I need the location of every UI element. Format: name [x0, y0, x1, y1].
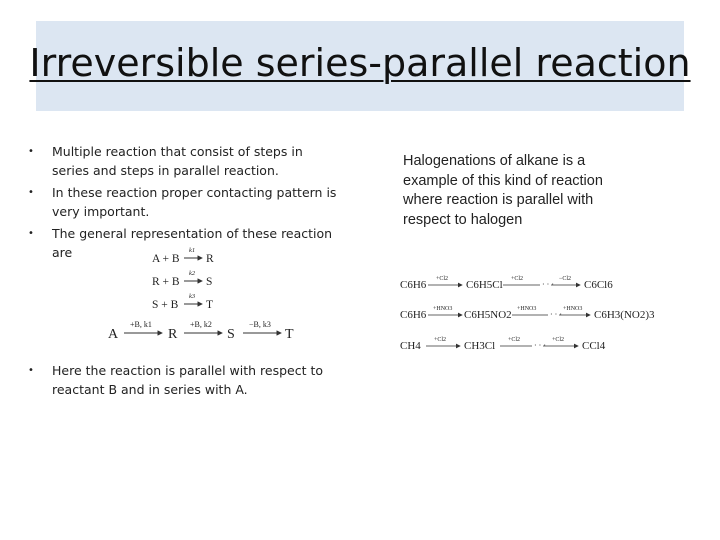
species-label: CH3Cl: [464, 340, 496, 352]
product-label: S: [206, 276, 213, 288]
bullet-text: In these reaction proper contacting pattern is very important.: [52, 185, 337, 219]
reagent-label: +Cl2: [436, 276, 449, 282]
scheme-line-2: [152, 270, 212, 288]
rate-constant-label: k1: [189, 247, 196, 254]
species-label: CH4: [400, 340, 421, 352]
reagent-label: +Cl2: [552, 337, 565, 343]
bullet-item-4: [28, 362, 338, 399]
reagent-label: +HNO3: [433, 306, 453, 312]
bullet-icon: •: [28, 228, 34, 239]
ellipsis-label: · · ·: [550, 310, 562, 319]
species-label: C6H5NO2: [464, 309, 512, 321]
species-label: C6H3(NO2)3: [594, 309, 655, 321]
bullet-text: Here the reaction is parallel with respect to reactant B and in series with A.: [52, 363, 324, 397]
product-label: R: [206, 253, 214, 265]
species-T-label: T: [285, 327, 294, 342]
product-label: T: [206, 299, 214, 311]
halogenation-description: Halogenations of alkane is a example of this kind of reaction where reaction is parallel with respect to halogen: [403, 153, 603, 228]
species-R-label: R: [168, 327, 178, 342]
species-label: C6H5Cl: [466, 279, 503, 291]
bullet-item-2: [28, 184, 338, 221]
species-label: C6Cl6: [584, 279, 613, 291]
reagent-label: +Cl2: [511, 276, 524, 282]
reagent-label: −Cl2: [559, 276, 572, 282]
species-label: CCl4: [582, 340, 606, 352]
bullet-item-3: [28, 225, 338, 262]
species-label: C6H6: [400, 279, 427, 291]
series-step-label-2: +B, k2: [190, 320, 212, 329]
bullet-icon: •: [28, 365, 34, 376]
halogenation-example-3: [400, 337, 606, 352]
species-A-label: A: [108, 327, 119, 342]
scheme-series-line: [108, 320, 294, 342]
reactants-label: R + B: [152, 276, 180, 288]
scheme-line-3: [152, 293, 213, 311]
rate-constant-label: k3: [189, 293, 196, 300]
ellipsis-label: · · ·: [534, 341, 546, 350]
bullet-icon: •: [28, 187, 34, 198]
bullet-text: The general representation of these reaction are: [52, 226, 333, 260]
halogenation-example-1: [400, 276, 613, 291]
bullet-text: Multiple reaction that consist of steps in series and steps in parallel reaction.: [52, 144, 303, 178]
bullet-list: [28, 143, 338, 262]
species-label: C6H6: [400, 309, 427, 321]
reagent-label: +HNO3: [563, 306, 583, 312]
bullet-icon: •: [28, 146, 34, 157]
reactants-label: S + B: [152, 299, 179, 311]
halogenation-example-2: [400, 306, 655, 321]
series-step-label-1: +B, k1: [130, 320, 152, 329]
series-step-label-3: −B, k3: [249, 320, 271, 329]
rate-constant-label: k2: [189, 270, 196, 277]
reagent-label: +Cl2: [508, 337, 521, 343]
reagent-label: +HNO3: [517, 306, 537, 312]
species-S-label: S: [227, 327, 235, 342]
reactants-label: A + B: [152, 253, 180, 265]
ellipsis-label: · · ·: [542, 280, 554, 289]
slide-title: Irreversible series-parallel reaction: [29, 41, 691, 85]
reagent-label: +Cl2: [434, 337, 447, 343]
bullet-item-1: [28, 143, 338, 180]
